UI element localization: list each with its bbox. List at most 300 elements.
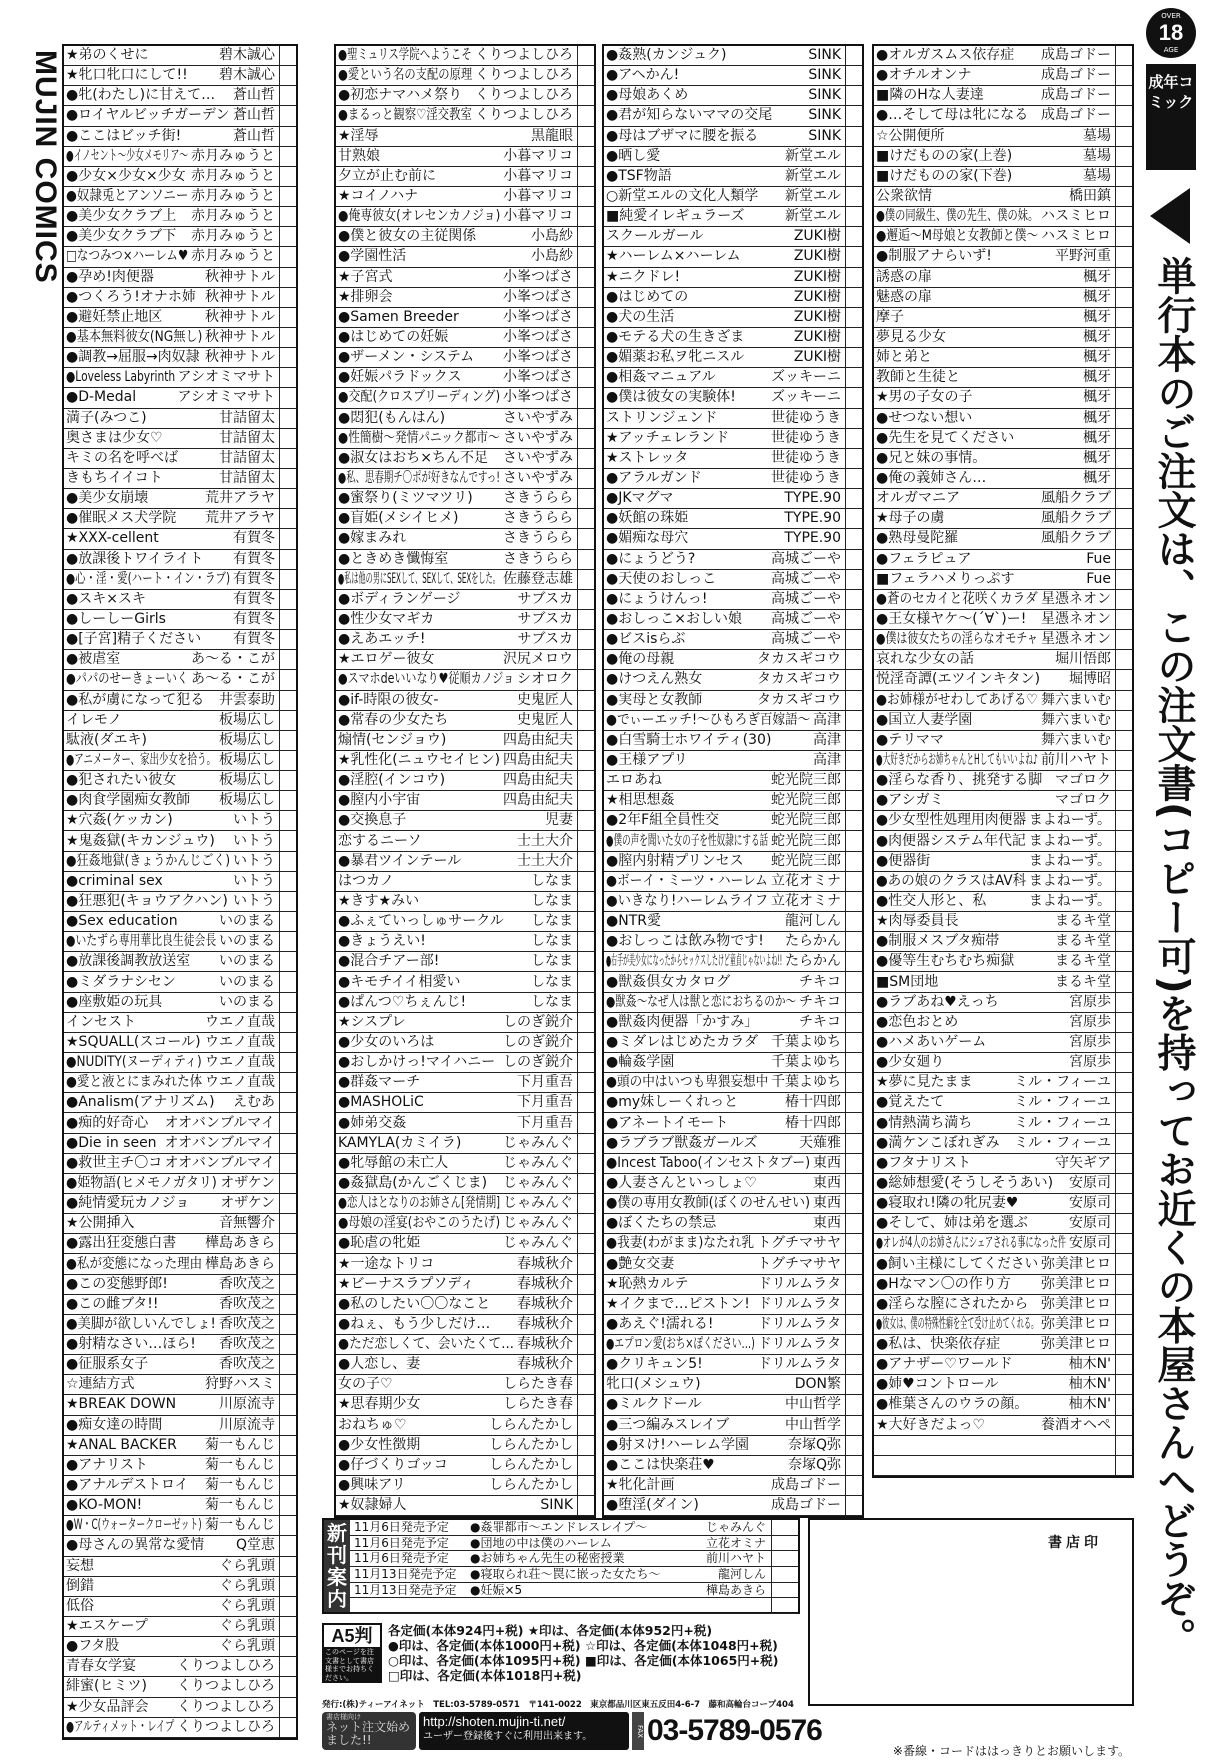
order-row[interactable] [336,892,596,912]
order-row[interactable] [874,288,1134,308]
order-row[interactable] [874,912,1134,932]
order-row[interactable] [64,1617,298,1637]
order-row[interactable] [604,1113,864,1133]
order-row[interactable] [336,167,596,187]
order-row[interactable] [64,1536,298,1556]
order-row[interactable] [64,1053,298,1073]
order-row[interactable] [64,1134,298,1154]
order-row[interactable] [64,348,298,368]
order-row[interactable] [874,1174,1134,1194]
order-row[interactable] [604,1134,864,1154]
order-row[interactable] [64,127,298,147]
order-row[interactable] [874,610,1134,630]
order-row[interactable] [64,1597,298,1617]
order-row[interactable] [874,46,1134,66]
new-release-row[interactable] [350,1583,798,1599]
order-row[interactable] [874,1355,1134,1375]
order-row[interactable] [64,308,298,328]
order-row[interactable] [336,66,596,86]
order-row[interactable] [874,670,1134,690]
order-row[interactable] [604,1375,864,1395]
new-release-row[interactable] [350,1536,798,1552]
order-row[interactable] [64,1355,298,1375]
order-row[interactable] [336,348,596,368]
order-row[interactable] [64,610,298,630]
order-row[interactable] [874,1134,1134,1154]
order-row[interactable] [64,550,298,570]
order-row[interactable] [604,892,864,912]
order-row[interactable] [874,247,1134,267]
order-row[interactable] [874,469,1134,489]
order-row[interactable] [64,912,298,932]
new-release-row[interactable] [350,1598,798,1614]
order-row[interactable] [604,489,864,509]
order-row[interactable] [874,308,1134,328]
order-row[interactable] [874,993,1134,1013]
order-row[interactable] [604,912,864,932]
order-row[interactable] [874,1315,1134,1335]
order-row[interactable] [604,1194,864,1214]
order-row[interactable] [604,1013,864,1033]
order-row[interactable] [874,489,1134,509]
order-row[interactable] [64,1677,298,1697]
order-row[interactable] [874,429,1134,449]
order-row[interactable] [336,409,596,429]
order-row[interactable] [874,1234,1134,1254]
order-row[interactable] [874,1335,1134,1355]
order-row[interactable] [336,1134,596,1154]
order-row[interactable] [336,288,596,308]
order-row[interactable] [874,1436,1134,1456]
order-row[interactable] [604,590,864,610]
order-row[interactable] [336,127,596,147]
order-row[interactable] [874,791,1134,811]
order-row[interactable] [604,1254,864,1274]
order-row[interactable] [874,630,1134,650]
order-row[interactable] [604,972,864,992]
order-row[interactable] [64,791,298,811]
order-row[interactable] [336,630,596,650]
order-row[interactable] [604,207,864,227]
order-row[interactable] [64,1194,298,1214]
order-row[interactable] [336,650,596,670]
order-row[interactable] [336,1496,596,1516]
order-row[interactable] [336,1113,596,1133]
order-row[interactable] [874,550,1134,570]
order-row[interactable] [874,831,1134,851]
order-row[interactable] [64,1476,298,1496]
order-row[interactable] [336,811,596,831]
order-row[interactable] [874,187,1134,207]
order-row[interactable] [874,509,1134,529]
order-row[interactable] [336,791,596,811]
order-row[interactable] [874,811,1134,831]
order-row[interactable] [336,489,596,509]
order-row[interactable] [64,1637,298,1657]
order-row[interactable] [336,972,596,992]
order-row[interactable] [64,952,298,972]
order-row[interactable] [64,489,298,509]
order-row[interactable] [874,771,1134,791]
order-row[interactable] [874,1154,1134,1174]
order-row[interactable] [336,751,596,771]
order-row[interactable] [874,1456,1134,1476]
order-row[interactable] [604,1496,864,1516]
order-row[interactable] [336,308,596,328]
order-row[interactable] [604,449,864,469]
order-row[interactable] [336,388,596,408]
order-row[interactable] [336,1436,596,1456]
order-row[interactable] [336,429,596,449]
order-row[interactable] [64,1335,298,1355]
order-row[interactable] [64,811,298,831]
order-row[interactable] [336,1194,596,1214]
order-row[interactable] [64,1073,298,1093]
order-row[interactable] [64,1557,298,1577]
order-row[interactable] [604,308,864,328]
order-row[interactable] [64,1295,298,1315]
order-row[interactable] [336,247,596,267]
order-row[interactable] [604,509,864,529]
order-row[interactable] [604,247,864,267]
order-row[interactable] [874,731,1134,751]
order-row[interactable] [604,711,864,731]
order-row[interactable] [604,1234,864,1254]
order-row[interactable] [336,368,596,388]
order-row[interactable] [64,409,298,429]
order-row[interactable] [874,1113,1134,1133]
order-row[interactable] [336,328,596,348]
order-row[interactable] [336,1073,596,1093]
order-row[interactable] [64,449,298,469]
order-row[interactable] [64,731,298,751]
order-row[interactable] [604,1335,864,1355]
order-row[interactable] [64,288,298,308]
order-row[interactable] [64,1234,298,1254]
order-row[interactable] [604,670,864,690]
order-row[interactable] [64,872,298,892]
order-row[interactable] [874,952,1134,972]
order-row[interactable] [64,1154,298,1174]
order-row[interactable] [336,852,596,872]
order-row[interactable] [64,892,298,912]
order-row[interactable] [874,1416,1134,1436]
order-row[interactable] [336,550,596,570]
order-row[interactable] [874,852,1134,872]
order-row[interactable] [604,1275,864,1295]
new-release-row[interactable] [350,1567,798,1583]
order-row[interactable] [874,207,1134,227]
order-row[interactable] [604,268,864,288]
order-row[interactable] [604,831,864,851]
order-row[interactable] [64,1375,298,1395]
order-row[interactable] [604,1295,864,1315]
order-row[interactable] [64,247,298,267]
order-row[interactable] [604,550,864,570]
order-row[interactable] [336,509,596,529]
order-row[interactable] [64,1577,298,1597]
order-row[interactable] [874,570,1134,590]
order-row[interactable] [64,711,298,731]
order-row[interactable] [64,167,298,187]
order-row[interactable] [874,66,1134,86]
order-row[interactable] [336,993,596,1013]
order-row[interactable] [64,1254,298,1274]
order-row[interactable] [64,1395,298,1415]
order-row[interactable] [604,529,864,549]
order-row[interactable] [336,590,596,610]
order-row[interactable] [336,529,596,549]
order-row[interactable] [874,1073,1134,1093]
order-row[interactable] [336,831,596,851]
order-row[interactable] [336,771,596,791]
order-row[interactable] [874,892,1134,912]
order-row[interactable] [64,86,298,106]
order-row[interactable] [874,1053,1134,1073]
order-row[interactable] [336,691,596,711]
order-row[interactable] [336,1315,596,1335]
order-row[interactable] [874,328,1134,348]
order-row[interactable] [64,66,298,86]
order-row[interactable] [336,932,596,952]
order-row[interactable] [604,1033,864,1053]
order-row[interactable] [64,570,298,590]
order-row[interactable] [874,590,1134,610]
order-row[interactable] [336,570,596,590]
order-row[interactable] [336,86,596,106]
order-row[interactable] [604,429,864,449]
order-row[interactable] [874,106,1134,126]
order-row[interactable] [874,1395,1134,1415]
order-row[interactable] [604,993,864,1013]
order-row[interactable] [604,771,864,791]
order-row[interactable] [336,1375,596,1395]
order-row[interactable] [64,509,298,529]
order-row[interactable] [64,1456,298,1476]
order-row[interactable] [336,207,596,227]
order-row[interactable] [336,1053,596,1073]
order-row[interactable] [64,207,298,227]
order-row[interactable] [336,469,596,489]
order-row[interactable] [874,1033,1134,1053]
order-row[interactable] [604,811,864,831]
order-row[interactable] [336,1476,596,1496]
order-row[interactable] [874,449,1134,469]
order-row[interactable] [874,268,1134,288]
order-row[interactable] [874,1254,1134,1274]
order-row[interactable] [604,368,864,388]
order-row[interactable] [336,952,596,972]
order-row[interactable] [64,46,298,66]
order-row[interactable] [604,731,864,751]
order-row[interactable] [874,1275,1134,1295]
order-row[interactable] [604,1476,864,1496]
new-release-row[interactable] [350,1551,798,1567]
order-row[interactable] [604,1416,864,1436]
order-row[interactable] [64,1033,298,1053]
order-row[interactable] [64,771,298,791]
order-row[interactable] [604,1093,864,1113]
order-row[interactable] [64,187,298,207]
order-row[interactable] [604,348,864,368]
order-row[interactable] [64,1436,298,1456]
order-row[interactable] [336,731,596,751]
order-row[interactable] [64,670,298,690]
order-row[interactable] [336,187,596,207]
order-row[interactable] [336,670,596,690]
order-row[interactable] [874,348,1134,368]
order-row[interactable] [604,328,864,348]
order-row[interactable] [604,469,864,489]
order-row[interactable] [336,1013,596,1033]
order-row[interactable] [336,1355,596,1375]
order-row[interactable] [336,711,596,731]
order-row[interactable] [874,872,1134,892]
order-row[interactable] [336,46,596,66]
order-row[interactable] [64,1013,298,1033]
order-row[interactable] [604,1053,864,1073]
order-row[interactable] [336,1234,596,1254]
order-row[interactable] [336,1335,596,1355]
order-row[interactable] [604,1214,864,1234]
order-row[interactable] [64,630,298,650]
order-row[interactable] [604,388,864,408]
order-row[interactable] [336,147,596,167]
order-row[interactable] [874,147,1134,167]
order-row[interactable] [604,650,864,670]
order-row[interactable] [336,1254,596,1274]
order-row[interactable] [604,86,864,106]
order-row[interactable] [874,388,1134,408]
order-row[interactable] [64,106,298,126]
order-row[interactable] [64,831,298,851]
order-row[interactable] [604,932,864,952]
order-row[interactable] [874,1093,1134,1113]
order-row[interactable] [874,1295,1134,1315]
order-row[interactable] [604,147,864,167]
order-row[interactable] [64,1496,298,1516]
order-row[interactable] [64,1698,298,1718]
order-row[interactable] [64,429,298,449]
order-row[interactable] [604,1355,864,1375]
order-row[interactable] [604,570,864,590]
order-row[interactable] [64,590,298,610]
order-row[interactable] [64,368,298,388]
order-row[interactable] [604,187,864,207]
order-row[interactable] [64,1416,298,1436]
order-row[interactable] [604,1315,864,1335]
order-row[interactable] [604,1395,864,1415]
shop-stamp-box[interactable] [808,1518,1134,1706]
order-row[interactable] [604,127,864,147]
order-row[interactable] [336,872,596,892]
order-row[interactable] [604,610,864,630]
order-row[interactable] [874,1214,1134,1234]
order-row[interactable] [874,227,1134,247]
order-row[interactable] [604,1436,864,1456]
order-row[interactable] [604,1073,864,1093]
order-row[interactable] [64,972,298,992]
order-row[interactable] [874,972,1134,992]
order-row[interactable] [874,1375,1134,1395]
order-row[interactable] [336,1456,596,1476]
net-url-link[interactable]: http://shoten.mujin-ti.net/ [423,1714,566,1729]
order-row[interactable] [874,932,1134,952]
order-row[interactable] [336,1033,596,1053]
order-row[interactable] [336,449,596,469]
order-row[interactable] [64,1516,298,1536]
order-row[interactable] [336,1174,596,1194]
order-row[interactable] [64,1113,298,1133]
order-row[interactable] [64,1315,298,1335]
net-url-box[interactable] [419,1712,629,1750]
order-row[interactable] [604,1174,864,1194]
order-row[interactable] [336,1093,596,1113]
new-release-row[interactable] [350,1520,798,1536]
order-row[interactable] [336,1295,596,1315]
order-row[interactable] [64,328,298,348]
order-row[interactable] [64,852,298,872]
order-row[interactable] [874,1194,1134,1214]
order-row[interactable] [336,1154,596,1174]
order-row[interactable] [874,650,1134,670]
order-row[interactable] [604,630,864,650]
order-row[interactable] [336,1275,596,1295]
order-row[interactable] [604,791,864,811]
order-row[interactable] [874,409,1134,429]
order-row[interactable] [604,852,864,872]
order-row[interactable] [336,106,596,126]
order-row[interactable] [64,691,298,711]
order-row[interactable] [874,529,1134,549]
order-row[interactable] [874,368,1134,388]
order-row[interactable] [336,268,596,288]
order-row[interactable] [64,1275,298,1295]
order-row[interactable] [874,1013,1134,1033]
order-row[interactable] [604,1456,864,1476]
order-row[interactable] [604,227,864,247]
order-row[interactable] [604,952,864,972]
order-row[interactable] [336,610,596,630]
order-row[interactable] [64,1718,298,1738]
order-row[interactable] [874,167,1134,187]
order-row[interactable] [604,409,864,429]
order-row[interactable] [874,86,1134,106]
order-row[interactable] [336,1416,596,1436]
order-row[interactable] [874,751,1134,771]
order-row[interactable] [604,872,864,892]
order-row[interactable] [64,268,298,288]
order-row[interactable] [64,1214,298,1234]
order-row[interactable] [336,227,596,247]
order-row[interactable] [604,288,864,308]
order-row[interactable] [64,147,298,167]
order-row[interactable] [64,1174,298,1194]
order-row[interactable] [874,711,1134,731]
order-row[interactable] [336,1395,596,1415]
order-row[interactable] [64,932,298,952]
order-row[interactable] [604,167,864,187]
order-row[interactable] [874,127,1134,147]
order-row[interactable] [64,1093,298,1113]
order-row[interactable] [604,691,864,711]
order-row[interactable] [604,1154,864,1174]
order-row[interactable] [336,1214,596,1234]
order-row[interactable] [64,650,298,670]
order-row[interactable] [336,912,596,932]
order-row[interactable] [64,1657,298,1677]
order-row[interactable] [874,691,1134,711]
